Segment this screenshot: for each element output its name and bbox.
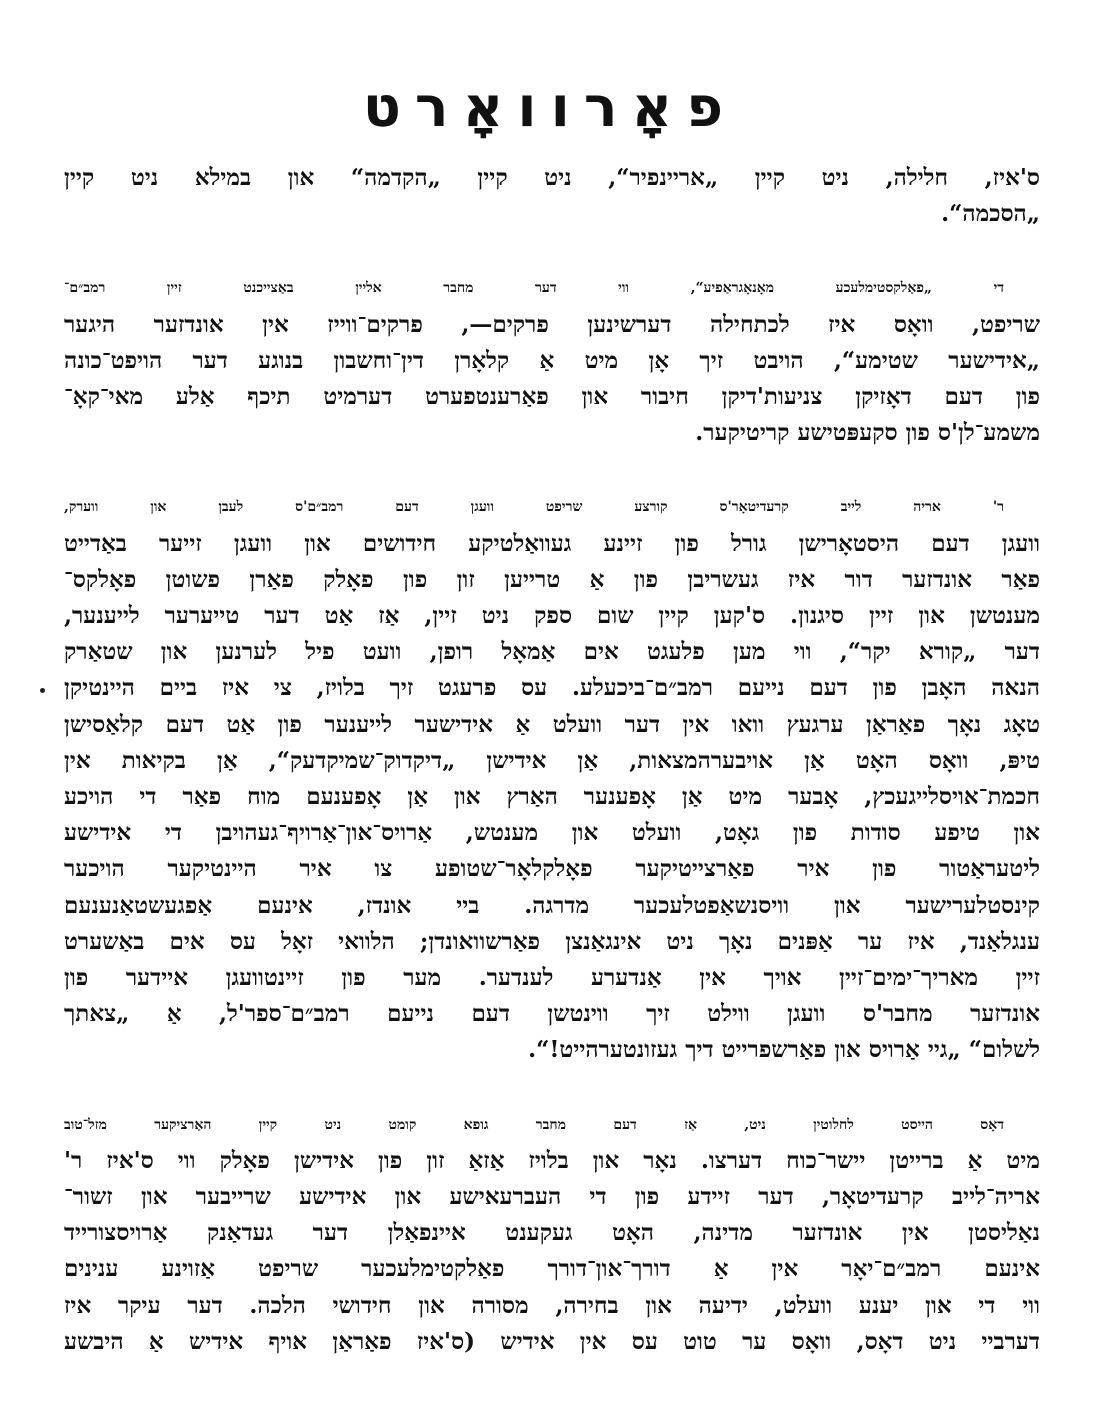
text-line: אונדזער מחבר'ס וועגן ווילט זיך ווינטשן דעם נייעם רמב״ם־ספר'ל, אַ „צאתך (64, 1000, 1040, 1028)
text-line: דאָס הייסט לחלוטין ניט, אַז דעם מחבר גופא קומט ניט קיין האַרציקער מזל־טוב (64, 1116, 1004, 1133)
text-line: ס'איז, חלילה, ניט קיין „אריינפיר“, ניט קיין „הקדמה“ און במילא ניט קיין (64, 164, 1040, 191)
text-line: פאַר אונדזער דור איז געשריבן פון אַ טרייען זון פון פאָלק פאַרן פשוטן פאָלקס־ (64, 565, 1040, 593)
text-line: משמע־לן'ס פון סקעפּטישע קריטיקער. (695, 419, 1040, 447)
text-line: מענטשן און זיין סיגנון. ס'קען קיין שום ספק ניט זיין, אַז אַט דער טייערער לייענער, (64, 602, 1040, 630)
text-line: ר' אריה לייב קרעדיטאָר'ס קורצע שריפט וועגן דעם רמב״ם'ס לעבן און ווערק, (64, 499, 1004, 516)
paragraph-3 (64, 489, 1040, 1068)
paragraph-4 (64, 1107, 1040, 1360)
text-line: די „פאַלקסטימלעכע מאָנאָגראַפיע“, ווי דער מחבר אליין באַצייכנט זיין רמב״ם־ (64, 280, 1004, 297)
text-line: זיין מאריך־ימים־זיין אויך אין אַנדערע לענדער. מער פון זיינטוועגן איידער פון (64, 964, 1040, 992)
text-line: לשלום“ „גיי אַרויס און פאַרשפרייט דיך געזונטערהייט!“. (528, 1036, 1040, 1064)
paragraph-1 (64, 160, 1040, 232)
text-line: פון דעם דאָזיקן צניעות'דיקן חיבור און פאַרענטפערט דערמיט תיכף אַלע מאי־קאָ־ (64, 383, 1040, 411)
paragraph-2 (64, 270, 1040, 451)
text-line: ליטעראַטור פון איר פאַרצייטיקער פאָלקלאָר־שטופע צו איר היינטיקער הויכער (64, 855, 1040, 883)
text-line: „הסכמה“. (941, 200, 1040, 228)
text-line: נאַליסטן אין אונדזער מדינה, האָט געקענט איינפאַלן דער געדאַנק אַרויסצורייד (64, 1219, 1040, 1247)
text-line: אריה־לייב קרעדיטאָר, דער זיידע פון די העברעאישע און אידישע שרייבער און זשור־ (64, 1183, 1040, 1211)
margin-mark (40, 688, 45, 693)
text-line: „אידישער שטימע“, הויבט זיך אָן מיט אַ קלאָרן דין־וחשבון בנוגע דער הויפט־כונה (64, 346, 1040, 374)
text-line: ווי די און יענע וועלט, ידיעה און בחירה, מסורה און חידושי הלכה. דער עיקר איז (64, 1291, 1040, 1319)
text-line: חכמת־אויסלייגעכץ, אָבער מיט אַן אָפענער האַרץ און אַן אָפענעם מוח פאַר די הויכע (64, 783, 1040, 811)
text-line: דער „קורא יקר“, ווי מען פלעגט אים אַמאָל רופן, וועט פיל לערנען און שטאַרק (64, 638, 1040, 666)
text-line: און טיפע סודות פון גאָט, וועלט און מענטש, אַרויס־און־אַרויף־געהויבן די אידישע (64, 819, 1040, 847)
text-line: וועגן דעם היסטאָרישן גורל פון זיינע געוואַלטיקע חידושים און וועגן זייער באַדייט (64, 529, 1040, 557)
text-line: אינעם רמב״ם־יאָר אין אַ דורך־און־דורך פאַלקטימלעכער שריפט אַזוינע ענינים (64, 1255, 1040, 1283)
page-title: פאָרוואָרט (362, 75, 738, 140)
text-line: הנאה האָבן פון דעם נייעם רמב״ם־ביכעלע. עס פרעגט זיך בלויז, צי איז ביים היינטיקן (64, 674, 1040, 702)
text-line: קינסטלערישער און וויסנשאַפטלעכער מדרגה. ביי אונדז, אינעם אַפגעשטאַנענעם (64, 891, 1040, 919)
text-line: מיט אַ ברייטן יישר־כוח דערצו. נאָר און בלויז אַזאַ זון פון אידישן פאָלק ווי ס'איז ר' (64, 1146, 1040, 1174)
text-line: טאָג נאָך פאַראַן ערגעץ וואו אין דער וועלט אַ אידישער לייענער פון אַט דעם קלאַסישן (64, 710, 1040, 738)
text-line: דערביי ניט דאָס, וואָס ער טוט עס אין אידיש (ס'איז פאַראַן אויף אידיש אַ היבשע (64, 1327, 1040, 1355)
text-line: טיפּ, וואָס האָט אַן אויבערהמצאות, אַן אידישן „דיקדוק־שמיקדעק“, אַן בקיאות אין (64, 746, 1040, 774)
text-line: שריפט, וואָס איז לכתחילה דערשינען פרקים—, פרקים־ווייז אין אונדזער היגער (64, 310, 1040, 338)
text-line: ענגלאַנד, איז ער אַפּנים נאָך ניט אינגאַנצן פאַרשוואונדן; הלוואי זאָל עס אים באַשערט (64, 927, 1040, 955)
body-text (64, 160, 1040, 1360)
